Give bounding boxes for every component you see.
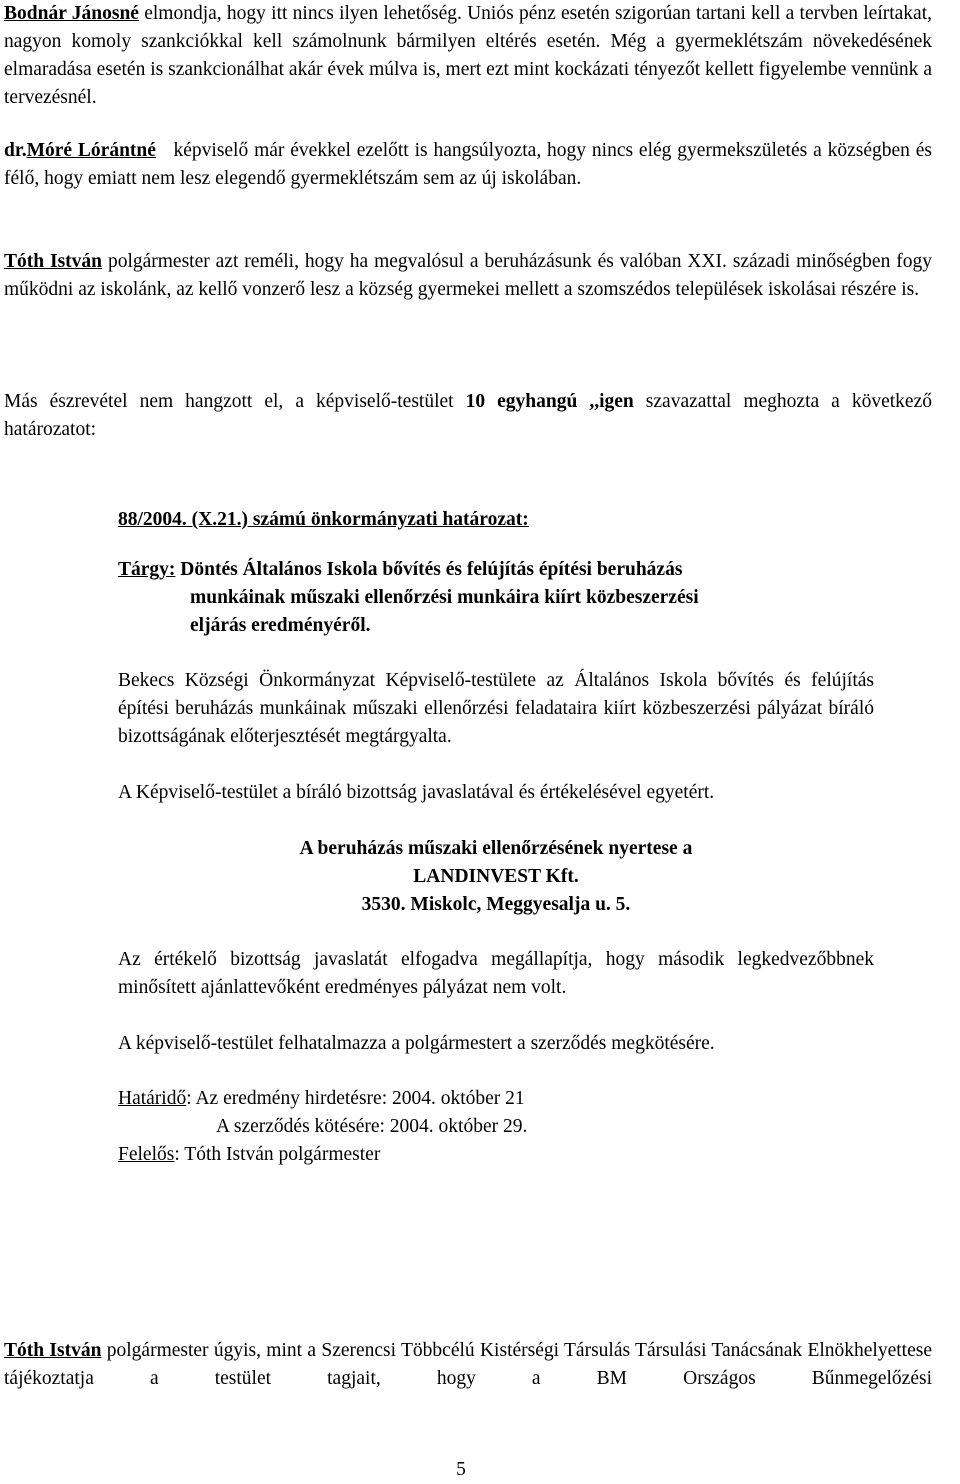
responsible-label: Felelős	[118, 1144, 175, 1165]
paragraph-more	[4, 137, 937, 193]
body-paragraph-1: Bekecs Községi Önkormányzat Képviselő-testülete az Általános Iskola bővítés és felújítás építési beruházás munkáinak műszaki ellenőrzési feladataira kiírt közbeszerzési pályázat bíráló bizottságának előterjesztését megtárgyalta.	[118, 670, 874, 747]
winner-address: 3530. Miskolc, Meggyesalja u. 5.	[361, 894, 631, 915]
winner-company: LANDINVEST Kft.	[413, 866, 579, 887]
vote-text-end: szavazattal meghozta a következő határozatot:	[4, 391, 932, 440]
paragraph-text: képviselő már évekkel ezelőtt is hangsúlyozta, hogy nincs elég gyermekszületés a községben és félő, hogy emiatt nem lesz elegendő gyermeklétszám sem az új iskolában.	[4, 140, 937, 189]
body-paragraph-4: A képviselő-testület felhatalmazza a polgármestert a szerződés megkötésére.	[118, 1033, 715, 1054]
body-paragraph-3: Az értékelő bizottság javaslatát elfogadva megállapítja, hogy második legkedvezőbbnek minősített ajánlattevőként eredményes pályázat nem volt.	[118, 949, 874, 998]
responsible-line	[118, 1141, 380, 1169]
speaker-prefix: dr.	[4, 140, 27, 161]
vote-result: 10 egyhangú ,,igen	[465, 391, 634, 412]
paragraph-text: elmondja, hogy itt nincs ilyen lehetőség. Uniós pénz esetén szigorúan tartani kell a tervben leírtakat, nagyon komoly szankciókkal kell számolnunk bármilyen eltérés esetén. Még a gyermeklétszám növekedésének elmaradása esetén is szankcionálhat akár évek múlva is, mert ezt mint kockázati tényezőt kellett figyelembe vennünk a tervezésnél.	[4, 3, 933, 108]
speaker-name: Bodnár Jánosné	[4, 3, 139, 24]
body-paragraph-2: A Képviselő-testület a bíráló bizottság javaslatával és értékelésével egyetért.	[118, 782, 715, 803]
subject-label: Tárgy:	[118, 559, 176, 580]
paragraph-text: polgármester azt reméli, hogy ha megvalósul a beruházásunk és valóban XXI. századi minőségben fogy működni az iskolánk, az kellő vonzerő lesz a község gyermekei mellett a szomszédos települések iskolásai részére is.	[4, 251, 932, 300]
resolution-title	[118, 506, 529, 534]
speaker-name: Tóth István	[4, 251, 103, 272]
subject-text-1: Döntés Általános Iskola bővítés és felújítás építési beruházás	[175, 559, 683, 580]
page-number: 5	[456, 1459, 466, 1480]
speaker-name: Móré Lórántné	[26, 140, 156, 161]
resolution-title-text: számú önkormányzati határozat:	[248, 509, 529, 530]
paragraph-text: polgármester úgyis, mint a Szerencsi Többcélú Kistérségi Társulás Társulási Tanácsának Elnökhelyettese tájékoztatja a testület tagjait, hogy a BM Országos Bűnmegelőzési	[4, 1340, 932, 1389]
paragraph-bodnar	[4, 0, 932, 112]
paragraph-toth-2	[4, 1337, 932, 1393]
resolution-number: 88/2004. (X.21.)	[118, 509, 248, 530]
subject-line-2: munkáinak műszaki ellenőrzési munkáira kiírt közbeszerzési	[190, 587, 699, 608]
deadline-line-2: A szerződés kötésére: 2004. október 29.	[216, 1116, 528, 1137]
paragraph-vote	[4, 388, 932, 444]
deadline-line-1	[118, 1085, 525, 1113]
paragraph-toth-1	[4, 248, 932, 304]
deadline-text-1: : Az eredmény hirdetésre: 2004. október 21	[186, 1088, 525, 1109]
subject-line-3: eljárás eredményéről.	[190, 615, 371, 636]
subject-line-1	[118, 556, 682, 584]
deadline-label: Határidő	[118, 1088, 187, 1109]
speaker-name: Tóth István	[4, 1340, 102, 1361]
responsible-text: : Tóth István polgármester	[174, 1144, 381, 1165]
winner-line-1: A beruházás műszaki ellenőrzésének nyertese a	[299, 838, 693, 859]
vote-text: Más észrevétel nem hangzott el, a képviselő-testület	[4, 391, 466, 412]
